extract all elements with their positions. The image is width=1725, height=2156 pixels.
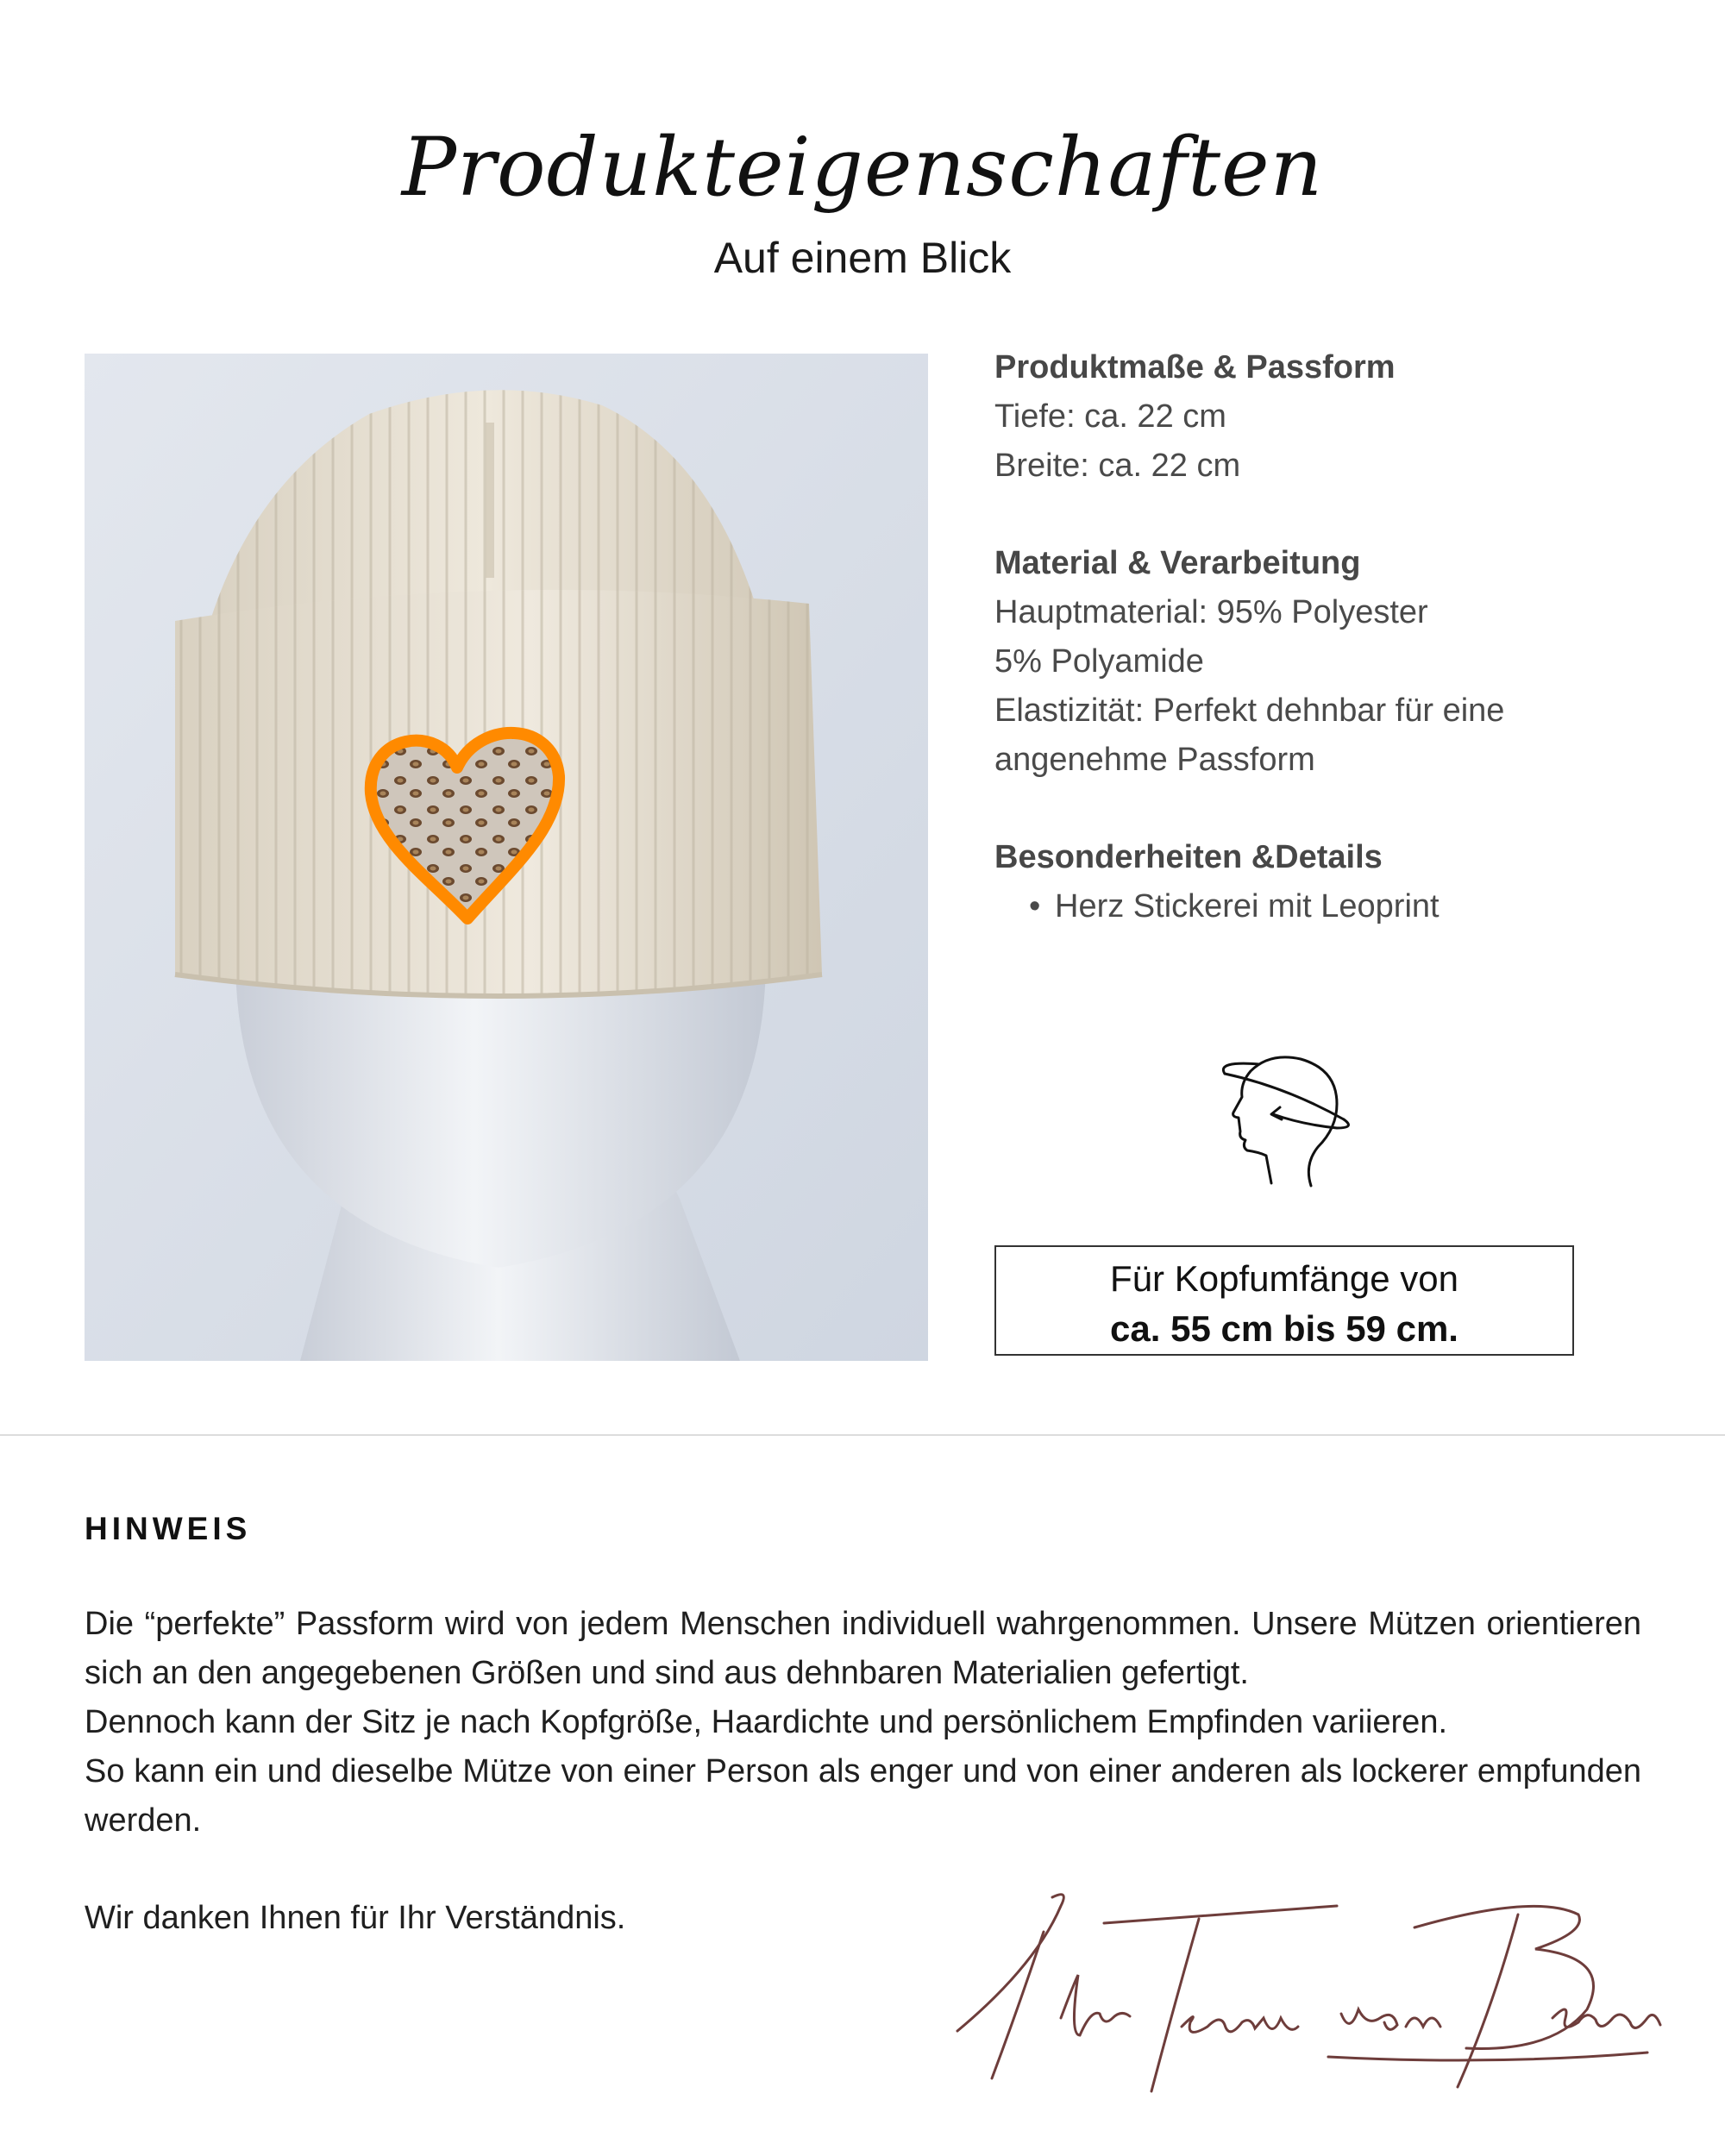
product-specs	[994, 343, 1667, 980]
notice-paragraph: So kann ein und dieselbe Mütze von einer Person als enger und von einer anderen als lockerer empfunden werden.	[85, 1753, 1641, 1839]
spec-bullet-text: Herz Stickerei mit Leoprint	[1055, 888, 1440, 924]
spec-heading: Material & Verarbeitung	[994, 545, 1361, 581]
spec-line: Hauptmaterial: 95% Polyester	[994, 594, 1428, 630]
page-title: Produkteigenschaften	[401, 121, 1324, 215]
signature	[932, 1880, 1673, 2104]
spec-line: Breite: ca. 22 cm	[994, 448, 1241, 484]
product-photo	[85, 354, 928, 1361]
notice-paragraph: Die “perfekte” Passform wird von jedem Menschen individuell wahrgenommen. Unsere Mützen orientieren sich an den angegebenen Größen und sind aus dehnbaren Materialien gefertigt.	[85, 1606, 1641, 1691]
notice-body	[85, 1600, 1641, 1846]
size-value: ca. 55 cm bis 59 cm.	[1110, 1308, 1458, 1349]
notice-heading: HINWEIS	[85, 1511, 252, 1546]
spec-line: Tiefe: ca. 22 cm	[994, 398, 1226, 435]
size-label: Für Kopfumfänge von	[1110, 1258, 1458, 1299]
notice-paragraph: Dennoch kann der Sitz je nach Kopfgröße, Haardichte und persönlichem Empfinden variieren.	[85, 1704, 1448, 1740]
head-circumference-icon	[1208, 1035, 1363, 1190]
page-subtitle: Auf einem Blick	[713, 234, 1012, 282]
spec-section-material	[994, 539, 1667, 785]
spec-section-details	[994, 833, 1667, 931]
bullet-icon: •	[1029, 888, 1041, 924]
section-divider	[0, 1434, 1725, 1436]
spec-heading: Produktmaße & Passform	[994, 349, 1396, 385]
spec-section-dimensions	[994, 343, 1667, 491]
head-size-box	[994, 1245, 1574, 1356]
spec-line: angenehme Passform	[994, 742, 1315, 778]
spec-heading: Besonderheiten &Details	[994, 839, 1383, 875]
spec-line: Elastizität: Perfekt dehnbar für eine	[994, 693, 1505, 729]
spec-line: 5% Polyamide	[994, 643, 1204, 680]
spec-bullet-item	[994, 882, 1667, 931]
thanks-text: Wir danken Ihnen für Ihr Verständnis.	[85, 1900, 626, 1936]
